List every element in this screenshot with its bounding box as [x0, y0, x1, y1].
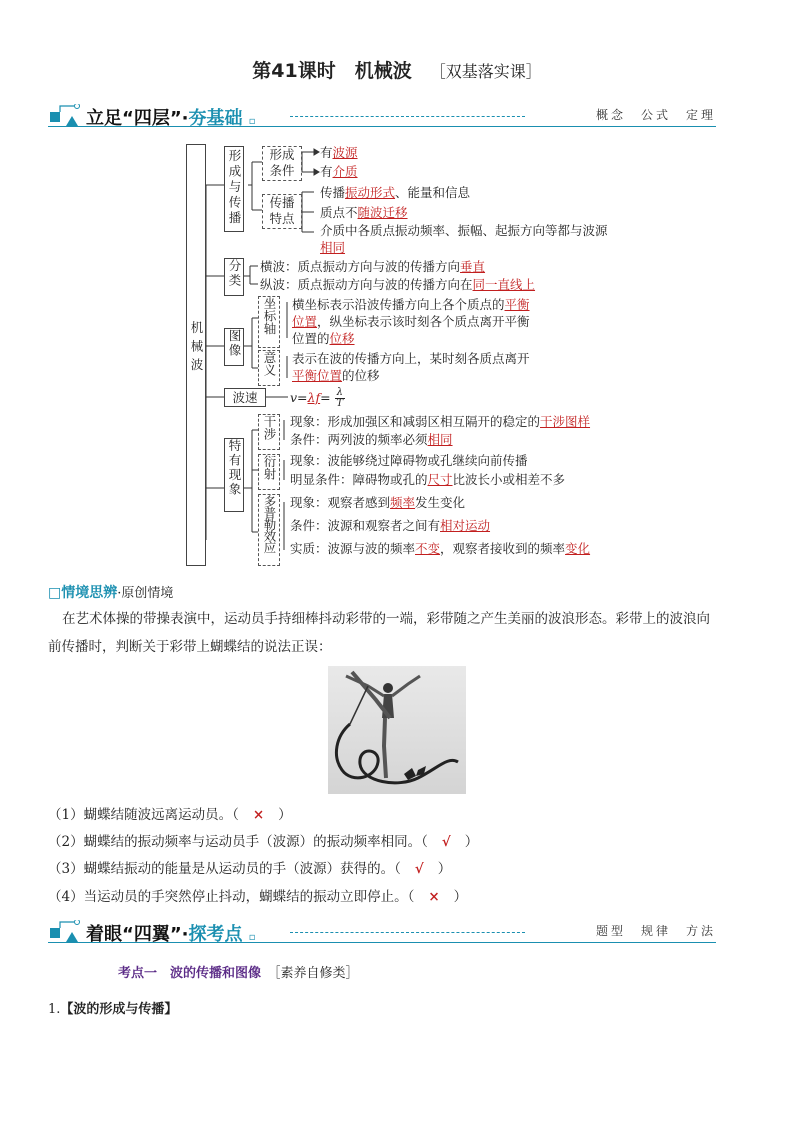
node-interference: 干涉: [258, 414, 280, 450]
interference-condition: 条件：两列波的频率必须相同: [290, 432, 453, 447]
cond-2: 有介质: [320, 164, 358, 179]
node-classification: 分类: [224, 258, 244, 296]
prop-2: 质点不随波迁移: [320, 205, 408, 220]
speed-formula: v=λf= $\frac{\lambda}{T}$: [290, 387, 344, 409]
node-image: 图像: [224, 328, 244, 366]
section-icon: [48, 920, 82, 944]
node-diffraction: 衍射: [258, 454, 280, 490]
doppler-phenomenon: 现象：观察者感到频率发生变化: [290, 495, 466, 510]
node-propagation-features: 传播特点: [262, 194, 302, 229]
judgement-item-3: （3）蝴蝶结振动的能量是从运动员的手（波源）获得的。（ √ ）: [48, 861, 452, 877]
scenario-para-2: 前传播时，判断关于彩带上蝴蝶结的说法正误：: [48, 639, 332, 655]
scenario-para-1: 在艺术体操的带操表演中，运动员手持细棒抖动彩带的一端，彩带随之产生美丽的波浪形态。彩带上的波浪向: [62, 611, 710, 627]
meaning-line-2: 平衡位置的位移: [292, 368, 380, 383]
axes-line-2: 位置，纵坐标表示该时刻各个质点离开平衡: [292, 314, 530, 329]
prop-3-answer: 相同: [320, 240, 346, 255]
interference-phenomenon: 现象：形成加强区和减弱区相互隔开的稳定的干涉图样: [290, 414, 591, 429]
prop-1: 传播振动形式、能量和信息: [320, 185, 471, 200]
doppler-essence: 实质：波源与波的频率不变，观察者接收到的频率变化: [290, 541, 591, 556]
axes-line-1: 横坐标表示沿波传播方向上各个质点的平衡: [292, 297, 530, 312]
exam-point-heading: 考点一 波的传播和图像 ［素养自修类］: [118, 966, 359, 981]
cond-1: 有波源: [320, 145, 358, 160]
gymnast-photo: [328, 666, 466, 794]
transverse-wave: 横波：质点振动方向与波的传播方向垂直: [260, 259, 486, 274]
judgement-item-2: （2）蝴蝶结的振动频率与运动员手（波源）的振动频率相同。（ √ ）: [48, 834, 479, 850]
node-formation-condition: 形成条件: [262, 146, 302, 181]
node-axes: 坐标轴: [258, 296, 280, 348]
node-wave-speed: 波速: [224, 388, 266, 407]
prop-3: 介质中各质点振动频率、振幅、起振方向等都与波源: [320, 223, 608, 238]
tree-root-box: 机械波: [186, 144, 206, 566]
section-header-exam: 着眼“四翼”·探考点 ▫ 题型 规律 方法: [48, 920, 716, 946]
axes-line-3: 位置的位移: [292, 331, 355, 346]
scenario-heading: □情境思辨·原创情境: [48, 585, 174, 601]
diffraction-condition: 明显条件：障碍物或孔的尺寸比波长小或相差不多: [290, 472, 566, 487]
meaning-line-1: 表示在波的传播方向上，某时刻各质点离开: [292, 351, 530, 366]
judgement-item-4: （4）当运动员的手突然停止抖动，蝴蝶结的振动立即停止。（ × ）: [48, 889, 468, 905]
judgement-item-1: （1）蝴蝶结随波远离运动员。（ × ）: [48, 807, 292, 823]
question-1-heading: 1.【波的形成与传播】: [48, 1002, 178, 1017]
node-special-phenomena: 特有现象: [224, 438, 244, 512]
section-header-basics: 立足“四层”·夯基础 ▫ 概念 公式 定理: [48, 104, 716, 130]
node-doppler: 多普勒效应: [258, 494, 280, 566]
page-title: 第41课时 机械波 ［双基落实课］: [252, 60, 542, 82]
doppler-condition: 条件：波源和观察者之间有相对运动: [290, 518, 491, 533]
node-formation: 形成与传播: [224, 146, 244, 232]
diffraction-phenomenon: 现象：波能够绕过障碍物或孔继续向前传播: [290, 453, 528, 468]
node-meaning: 意义: [258, 350, 280, 386]
longitudinal-wave: 纵波：质点振动方向与波的传播方向在同一直线上: [260, 277, 536, 292]
